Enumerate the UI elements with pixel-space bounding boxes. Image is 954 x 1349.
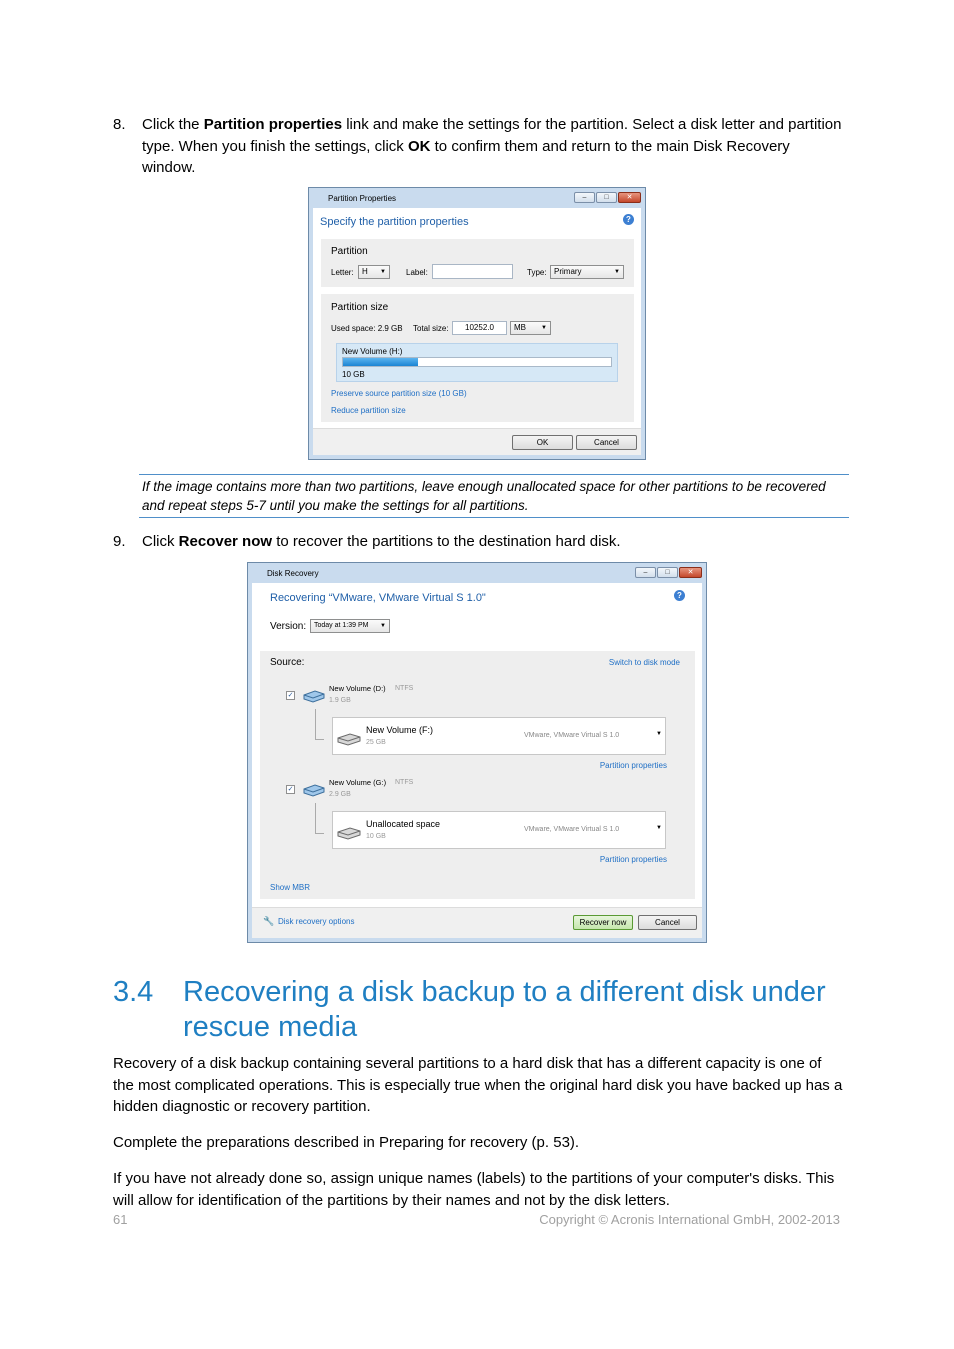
dialog-footer [252, 907, 702, 938]
disk-icon [337, 732, 361, 746]
wrench-icon: 🔧 [263, 916, 275, 926]
volume-name: New Volume (H:) [342, 347, 403, 356]
source-checkbox[interactable]: ✓ [287, 692, 294, 699]
destination-dropdown[interactable] [332, 717, 666, 755]
step-number: 9. [113, 533, 126, 550]
disk-recovery-window [247, 562, 707, 943]
source-size: 1.9 GB [329, 697, 351, 704]
disk-icon [303, 783, 325, 797]
partition-properties-link[interactable]: Partition properties [599, 761, 667, 770]
partition-size-label: Partition size [331, 302, 389, 313]
step-text: Click Recover now to recover the partitions to the destination hard disk. [142, 533, 621, 550]
letter-dropdown[interactable]: H ▼ [358, 265, 390, 279]
maximize-icon[interactable]: □ [596, 192, 617, 203]
title-bar [248, 563, 706, 582]
close-icon[interactable]: ✕ [618, 192, 641, 203]
disk-recovery-options-link[interactable]: Disk recovery options [278, 917, 355, 926]
source-checkbox[interactable]: ✓ [287, 786, 294, 793]
recover-now-button[interactable]: Recover now [573, 915, 633, 930]
volume-bar[interactable] [342, 357, 612, 367]
minimize-icon[interactable]: – [635, 567, 656, 578]
source-fs: NTFS [395, 779, 414, 786]
partition-properties-window [308, 187, 646, 460]
section-title: Recovering a disk backup to a different disk under rescue media [183, 976, 826, 1043]
maximize-icon[interactable]: □ [657, 567, 678, 578]
dialog-footer [313, 428, 641, 455]
source-panel [260, 651, 695, 899]
ok-button[interactable]: OK [512, 435, 573, 450]
destination-disk: VMware, VMware Virtual S 1.0 [524, 732, 620, 739]
window-title: Partition Properties [328, 194, 397, 203]
close-icon[interactable]: ✕ [679, 567, 702, 578]
partition-section-label: Partition [331, 246, 368, 257]
note-box: If the image contains more than two partitions, leave enough unallocated space for other partitions to be recovered and repeat steps 5-7 until you make the settings for all partitions. [139, 474, 849, 518]
cancel-button[interactable]: Cancel [576, 435, 637, 450]
help-icon[interactable]: ? [623, 214, 634, 225]
chevron-down-icon: ▼ [614, 269, 620, 275]
volume-size: 10 GB [342, 370, 365, 379]
letter-label: Letter: [331, 268, 354, 277]
step-text: Click the Partition properties link and make the settings for the partition. Select a disk letter and partition type. When you finish the settings, click OK to confirm them and return to the main Disk Recovery window. [142, 116, 842, 176]
destination-size: 10 GB [366, 833, 386, 840]
source-name: New Volume (G:) [329, 778, 387, 787]
cancel-button[interactable]: Cancel [638, 915, 697, 930]
dialog-client [313, 208, 641, 454]
total-size-label: Total size: [413, 324, 449, 333]
title-bar [309, 188, 645, 207]
used-space: Used space: 2.9 GB [331, 324, 403, 333]
connector-line [315, 803, 324, 834]
help-icon[interactable]: ? [674, 590, 685, 601]
window-title: Disk Recovery [267, 569, 319, 578]
source-fs: NTFS [395, 685, 414, 692]
minimize-icon[interactable]: – [574, 192, 595, 203]
destination-name: New Volume (F:) [366, 725, 434, 735]
step-number: 8. [113, 116, 126, 133]
dialog-heading: Recovering “VMware, VMware Virtual S 1.0" [270, 592, 486, 604]
dialog-client [252, 583, 702, 937]
source-size: 2.9 GB [329, 791, 351, 798]
page-number: 61 [113, 1212, 128, 1227]
partition-size-panel [321, 294, 634, 422]
total-size-input[interactable]: 10252.0 [452, 321, 507, 335]
version-dropdown[interactable]: Today at 1:39 PM ▼ [310, 619, 390, 633]
reduce-size-link[interactable]: Reduce partition size [331, 406, 406, 415]
body-paragraph: If you have not already done so, assign unique names (labels) to the partitions of your computer's disks. This will allow for identification of the partitions by their names and not by the disk letters. [113, 1170, 835, 1209]
label-label: Label: [406, 268, 428, 277]
chevron-down-icon: ▼ [541, 325, 547, 331]
body-paragraph: Complete the preparations described in Preparing for recovery (p. 53). [113, 1134, 580, 1151]
dialog-heading: Specify the partition properties [320, 216, 469, 228]
destination-size: 25 GB [366, 739, 386, 746]
source-name: New Volume (D:) [329, 684, 386, 693]
show-mbr-link[interactable]: Show MBR [270, 883, 311, 892]
switch-disk-mode-link[interactable]: Switch to disk mode [608, 658, 680, 667]
chevron-down-icon: ▼ [656, 825, 662, 831]
version-label: Version: [270, 621, 307, 632]
partition-panel [321, 239, 634, 287]
connector-line [315, 709, 324, 740]
chevron-down-icon: ▼ [380, 269, 386, 275]
label-input[interactable] [432, 264, 513, 279]
disk-icon [303, 689, 325, 703]
unit-dropdown[interactable]: MB ▼ [510, 321, 551, 335]
chevron-down-icon: ▼ [656, 731, 662, 737]
disk-icon [337, 826, 361, 840]
copyright: Copyright © Acronis International GmbH, 2002-2013 [539, 1212, 840, 1227]
chevron-down-icon: ▼ [380, 623, 386, 629]
type-dropdown[interactable]: Primary ▼ [550, 265, 624, 279]
destination-name: Unallocated space [366, 819, 441, 829]
type-label: Type: [527, 268, 547, 277]
body-paragraph: Recovery of a disk backup containing several partitions to a hard disk that has a different capacity is one of the most complicated operations. This is especially true when the original hard disk you have backed up has a hidden diagnostic or recovery partition. [113, 1055, 843, 1115]
section-number: 3.4 [113, 976, 154, 1008]
volume-bar-fill [343, 358, 418, 366]
section-heading [113, 975, 863, 1047]
source-label: Source: [270, 657, 305, 668]
volume-box [336, 343, 618, 382]
destination-dropdown[interactable] [332, 811, 666, 849]
destination-disk: VMware, VMware Virtual S 1.0 [524, 826, 620, 833]
partition-properties-link[interactable]: Partition properties [599, 855, 667, 864]
preserve-size-link[interactable]: Preserve source partition size (10 GB) [331, 389, 467, 398]
